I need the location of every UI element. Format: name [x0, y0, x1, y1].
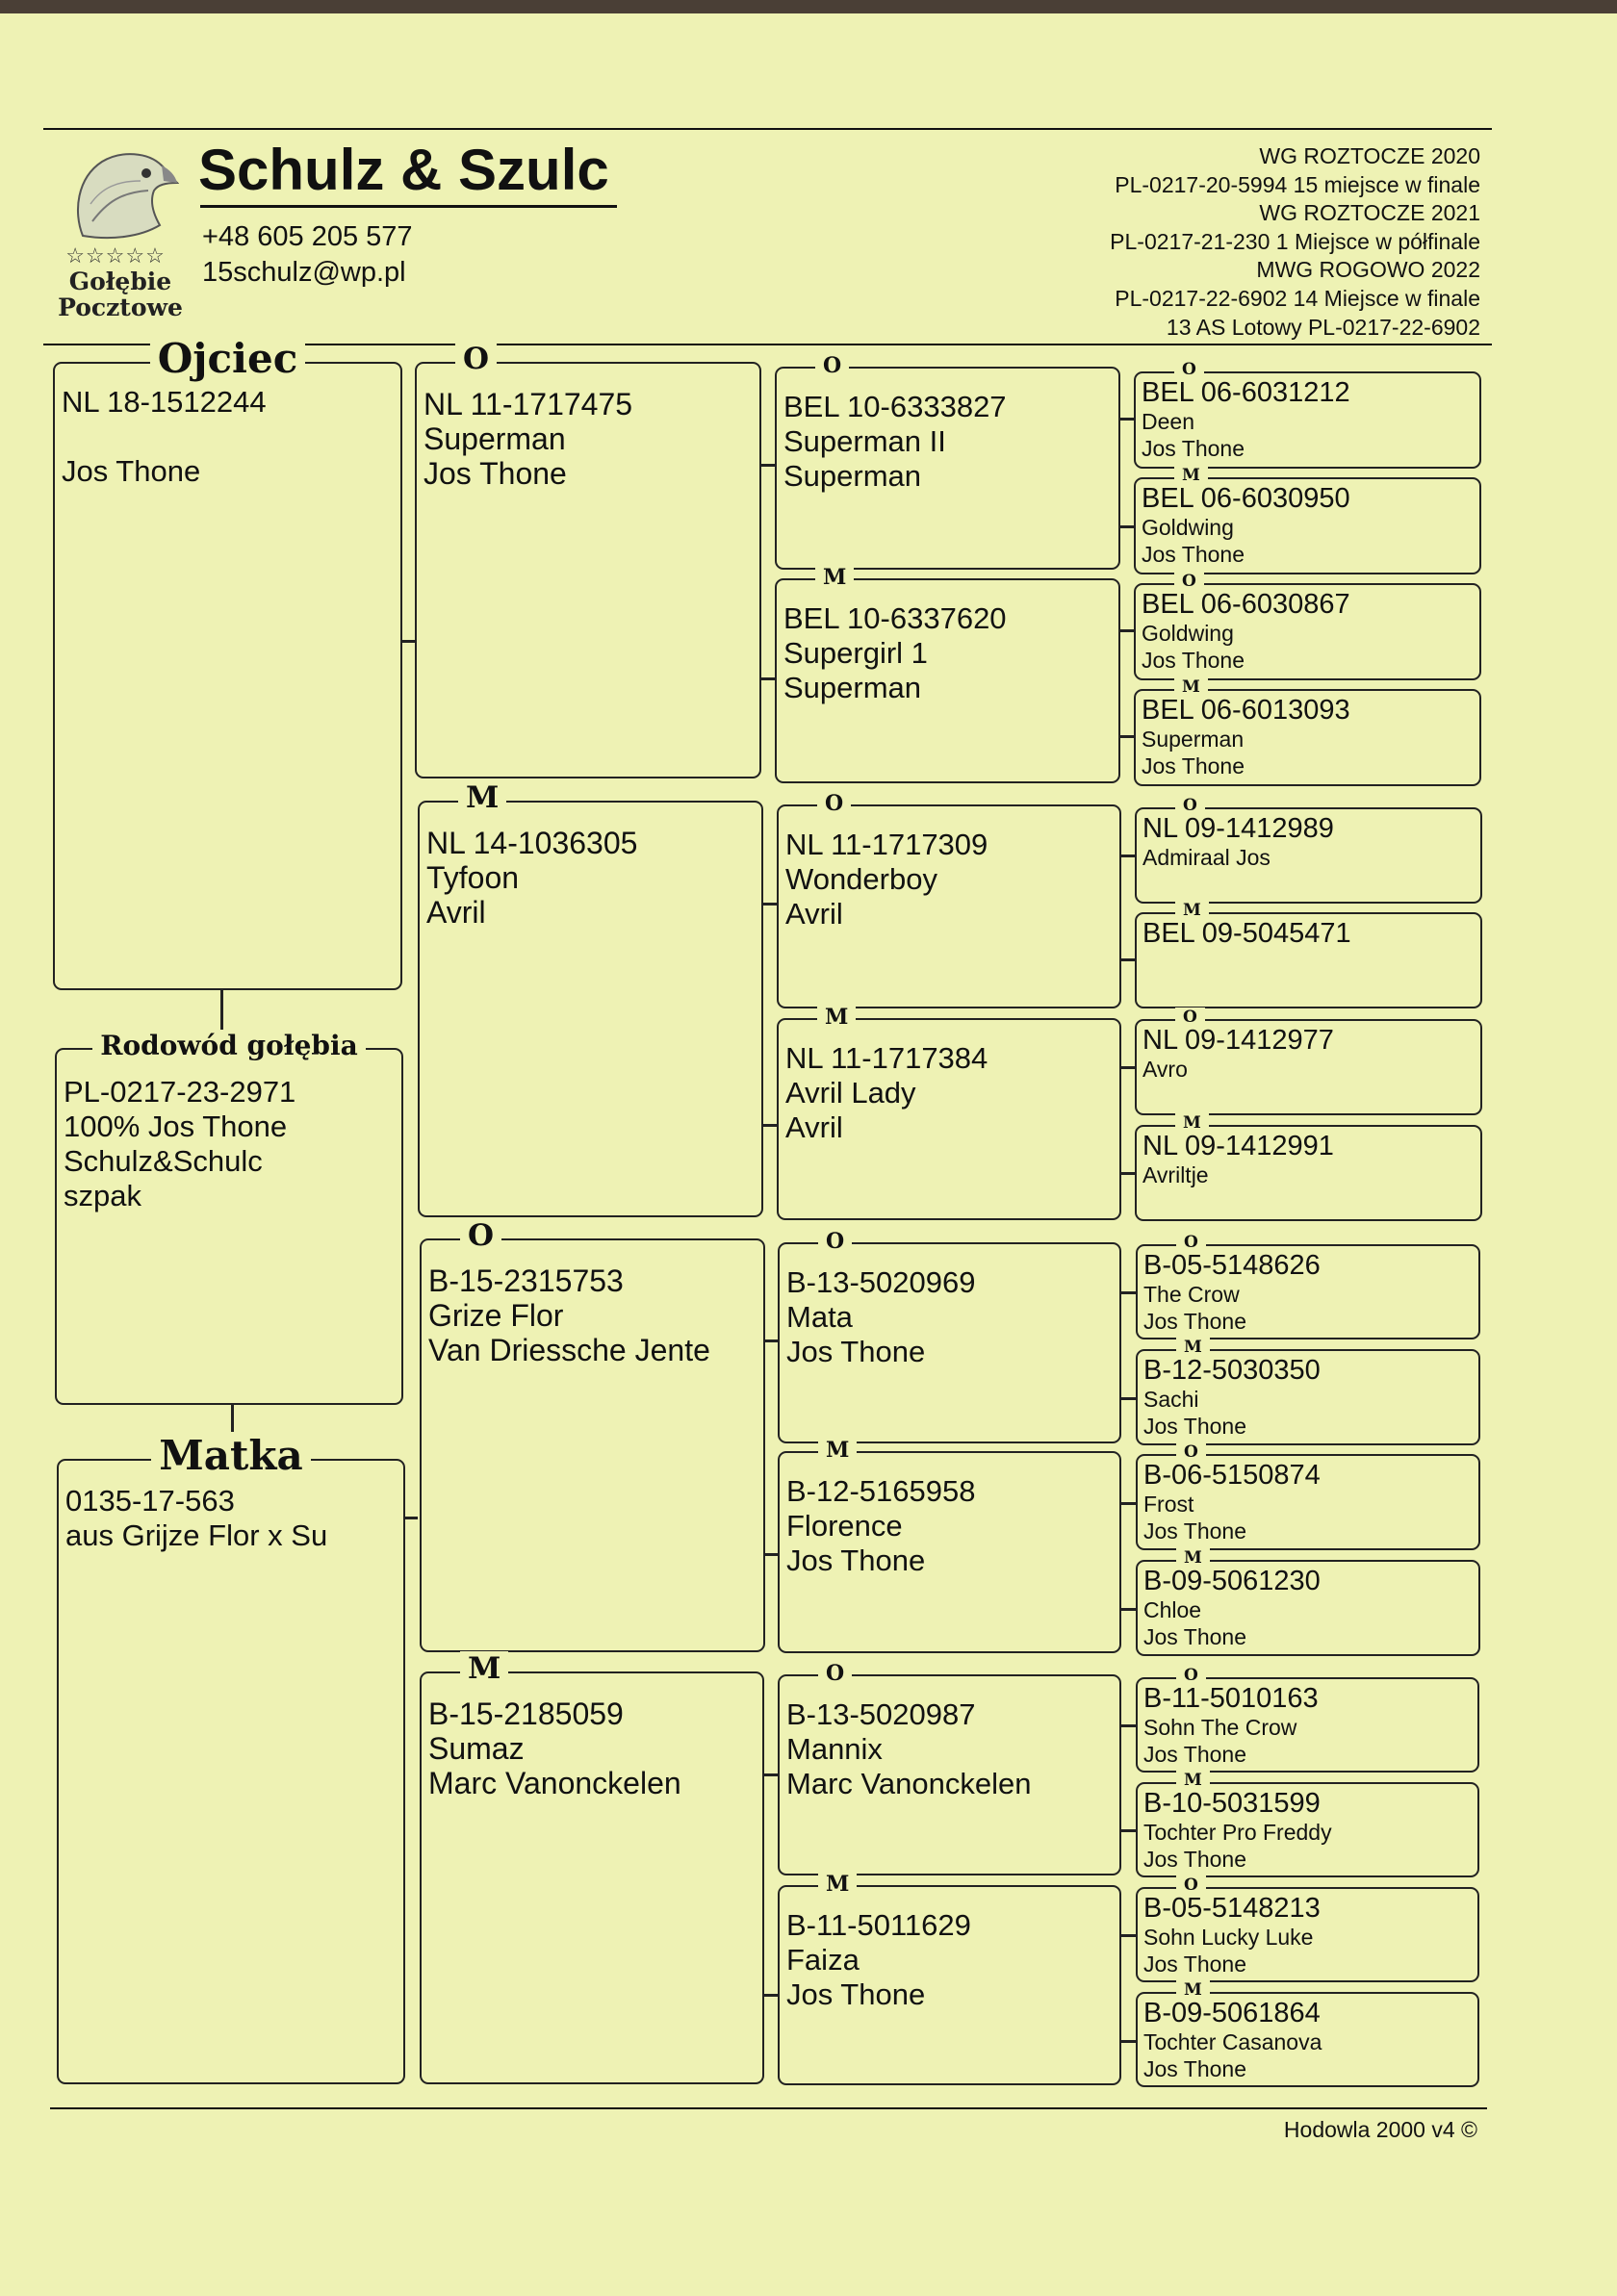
connector [1121, 1934, 1136, 1937]
gen4-box [1134, 572, 1481, 680]
subject-line: 100% Jos Thone [64, 1110, 288, 1143]
gen3-name: Avril Lady [785, 1076, 916, 1110]
gen3-name: Mannix [786, 1732, 883, 1766]
gen4-breeder: Jos Thone [1142, 542, 1245, 567]
gen4-ring: B-09-5061230 [1143, 1567, 1321, 1596]
connector [1121, 2040, 1136, 2043]
gen4-ring: B-10-5031599 [1143, 1789, 1321, 1819]
gen3-name: Superman II [783, 424, 946, 458]
stars-icon: ☆☆☆☆☆ [65, 243, 166, 268]
subject-line: szpak [64, 1179, 141, 1212]
gen4-name: Sachi [1143, 1387, 1199, 1412]
connector [761, 464, 776, 467]
gen3-ring: B-11-5011629 [786, 1908, 971, 1942]
gen4-name: Tochter Pro Freddy [1143, 1820, 1332, 1845]
gen3-ring: B-12-5165958 [786, 1474, 976, 1508]
gen3-label: M [817, 1005, 856, 1030]
gen4-box [1136, 1666, 1479, 1773]
gen4-name: Frost [1143, 1492, 1194, 1517]
gen3-box [775, 565, 1120, 783]
gen3-name: Mata [786, 1300, 853, 1334]
gen4-name: Deen [1142, 409, 1194, 434]
mother-line: aus Grijze Flor x Su [65, 1518, 328, 1552]
gen2-ring: B-15-2185059 [428, 1696, 624, 1731]
gen2-name: Tyfoon [426, 860, 520, 895]
gen2-box [420, 1218, 765, 1652]
gen4-box [1136, 1771, 1479, 1877]
father-ring: NL 18-1512244 [62, 385, 267, 419]
gen4-label: O [1174, 360, 1204, 379]
father-subject-connector [220, 990, 223, 1032]
gen4-label: M [1174, 466, 1208, 485]
gen2-box [415, 342, 761, 778]
gen4-label: O [1174, 572, 1204, 591]
father-breeder: Jos Thone [62, 454, 201, 488]
subject-box [55, 1030, 403, 1405]
gen4-name: Avro [1142, 1057, 1188, 1082]
gen4-box [1135, 796, 1482, 904]
gen4-breeder: Jos Thone [1143, 1847, 1246, 1872]
gen3-label: O [818, 1661, 852, 1686]
gen3-box [777, 1005, 1121, 1220]
gen4-breeder: Jos Thone [1142, 436, 1245, 461]
achievement-line: PL-0217-21-230 1 Miejsce w półfinale [1110, 228, 1480, 254]
gen3-box [777, 791, 1121, 1008]
gen4-ring: BEL 06-6030950 [1142, 484, 1350, 514]
gen2-box [418, 780, 763, 1217]
gen2-breeder: Van Driessche Jente [428, 1333, 710, 1367]
gen3-breeder: Jos Thone [786, 1543, 926, 1577]
gen4-box [1136, 1338, 1480, 1445]
top-rule [43, 128, 1492, 130]
gen2-name: Grize Flor [428, 1298, 564, 1333]
gen4-label: M [1176, 1771, 1210, 1790]
gen4-breeder: Jos Thone [1143, 1518, 1246, 1543]
connector [1121, 1502, 1136, 1505]
connector [1120, 525, 1135, 528]
gen2-label: O [455, 342, 497, 376]
gen3-breeder: Marc Vanonckelen [786, 1767, 1032, 1800]
gen4-label: M [1176, 1338, 1210, 1357]
gen4-label: M [1175, 901, 1209, 920]
footer-text: Hodowla 2000 v4 © [1283, 2117, 1477, 2142]
gen4-ring: NL 09-1412989 [1142, 814, 1334, 844]
logo-text-line2: Pocztowe [58, 293, 183, 321]
gen2-breeder: Marc Vanonckelen [428, 1766, 681, 1800]
gen3-breeder: Avril [785, 1110, 843, 1144]
connector [1121, 1172, 1135, 1175]
gen3-ring: NL 11-1717309 [785, 828, 988, 861]
connector [763, 903, 778, 906]
achievements [1110, 142, 1480, 342]
gen3-breeder: Superman [783, 671, 922, 704]
connector [1121, 958, 1135, 961]
gen4-box [1136, 1442, 1480, 1550]
subject-label: Rodowód gołębia [92, 1030, 366, 1061]
achievement-line: WG ROZTOCZE 2021 [1259, 200, 1480, 226]
pigeon-head-icon [64, 144, 179, 245]
gen4-label: M [1176, 1980, 1210, 2000]
father-label: Ojciec [150, 335, 306, 382]
achievement-line: PL-0217-22-6902 14 Miejsce w finale [1115, 285, 1480, 311]
gen4-box [1135, 1008, 1482, 1115]
mother-box [57, 1432, 405, 2084]
gen4-box [1136, 1233, 1480, 1339]
gen4-label: M [1174, 677, 1208, 697]
gen3-box [778, 1661, 1121, 1875]
gen4-label: O [1176, 1442, 1206, 1462]
gen3-ring: NL 11-1717384 [785, 1041, 988, 1075]
connector [1121, 1066, 1135, 1069]
gen4-ring: B-11-5010163 [1143, 1684, 1319, 1714]
gen4-breeder: Jos Thone [1143, 1414, 1246, 1439]
title-underline [200, 205, 617, 208]
gen3-ring: B-13-5020969 [786, 1265, 976, 1299]
gen3-name: Florence [786, 1509, 903, 1543]
gen2-breeder: Avril [426, 895, 486, 930]
gen3-ring: B-13-5020987 [786, 1697, 976, 1731]
gen4-box [1134, 466, 1481, 574]
gen4-name: Goldwing [1142, 515, 1234, 540]
gen2-breeder: Jos Thone [424, 456, 567, 491]
father-line [62, 420, 397, 454]
connector [1121, 1397, 1136, 1400]
connector [763, 1124, 778, 1127]
gen4-name: Chloe [1143, 1597, 1202, 1622]
gen3-breeder: Jos Thone [786, 1977, 926, 2011]
gen4-breeder: Jos Thone [1143, 1742, 1246, 1767]
gen2-name: Sumaz [428, 1731, 525, 1766]
gen3-name: Supergirl 1 [783, 636, 928, 670]
connector [1121, 855, 1135, 857]
gen4-name: Superman [1142, 727, 1245, 752]
gen4-ring: NL 09-1412991 [1142, 1132, 1334, 1161]
gen4-label: O [1176, 1233, 1206, 1252]
mother-ring: 0135-17-563 [65, 1484, 235, 1518]
gen4-label: O [1175, 796, 1205, 815]
gen3-box [778, 1229, 1121, 1443]
subject-line: Schulz&Schulc [64, 1144, 263, 1178]
gen4-breeder: Jos Thone [1142, 753, 1245, 778]
gen2-label: M [460, 1651, 508, 1686]
gen3-label: M [818, 1872, 857, 1897]
achievement-line: MWG ROGOWO 2022 [1256, 257, 1480, 283]
connector [1120, 418, 1135, 421]
gen4-box [1136, 1980, 1479, 2087]
gen4-name: Avriltje [1142, 1162, 1209, 1187]
gen4-box [1134, 360, 1481, 469]
gen4-ring: B-06-5150874 [1143, 1461, 1321, 1491]
gen4-name: Sohn The Crow [1143, 1715, 1297, 1740]
gen4-ring: BEL 09-5045471 [1142, 919, 1351, 949]
phone-number: +48 605 205 577 [202, 221, 413, 252]
gen4-box [1135, 901, 1482, 1008]
logo [48, 144, 192, 322]
gen3-breeder: Superman [783, 459, 922, 493]
connector [1121, 1608, 1136, 1611]
gen3-label: M [815, 565, 854, 590]
gen4-ring: B-12-5030350 [1143, 1356, 1321, 1386]
achievement-line: 13 AS Lotowy PL-0217-22-6902 [1166, 314, 1480, 340]
gen4-label: O [1176, 1666, 1206, 1685]
gen3-breeder: Avril [785, 897, 843, 931]
gen4-label: O [1176, 1875, 1206, 1895]
achievement-line: PL-0217-20-5994 15 miejsce w finale [1115, 171, 1480, 197]
gen4-ring: B-05-5148213 [1143, 1894, 1321, 1924]
gen4-box [1134, 677, 1481, 786]
mother-label: Matka [151, 1432, 310, 1479]
gen4-name: Admiraal Jos [1142, 845, 1270, 870]
gen2-ring: B-15-2315753 [428, 1263, 624, 1298]
gen3-box [778, 1438, 1121, 1653]
subject-ring: PL-0217-23-2971 [64, 1075, 296, 1109]
gen2-name: Superman [424, 421, 566, 456]
gen4-breeder: Jos Thone [1143, 1624, 1246, 1649]
connector [1121, 1829, 1136, 1832]
gen4-box [1135, 1113, 1482, 1221]
gen3-label: O [817, 791, 851, 816]
connector [402, 640, 416, 643]
gen3-label: O [815, 353, 849, 378]
gen3-name: Faiza [786, 1943, 860, 1977]
connector [405, 1517, 418, 1519]
gen4-breeder: Jos Thone [1143, 1309, 1246, 1334]
gen4-label: M [1175, 1113, 1209, 1133]
connector [1121, 1291, 1136, 1294]
gen4-label: M [1176, 1548, 1210, 1568]
gen4-ring: B-09-5061864 [1143, 1999, 1321, 2028]
connector [1121, 1724, 1136, 1727]
breeder-title: Schulz & Szulc [198, 138, 609, 202]
gen4-ring: NL 09-1412977 [1142, 1026, 1334, 1056]
gen4-box [1136, 1875, 1479, 1982]
gen4-ring: BEL 06-6030867 [1142, 590, 1350, 620]
gen3-box [778, 1872, 1121, 2085]
gen4-breeder: Jos Thone [1143, 2056, 1246, 2081]
gen3-ring: BEL 10-6337620 [783, 601, 1007, 635]
gen4-box [1136, 1548, 1480, 1656]
connector [1120, 629, 1135, 632]
gen4-label: O [1175, 1008, 1205, 1027]
gen4-ring: BEL 06-6013093 [1142, 696, 1350, 726]
bottom-rule [50, 2107, 1487, 2109]
gen2-box [420, 1651, 764, 2084]
gen3-label: M [818, 1438, 857, 1463]
gen3-ring: BEL 10-6333827 [783, 390, 1007, 423]
gen3-name: Wonderboy [785, 862, 937, 896]
father-box [53, 335, 402, 990]
gen4-ring: B-05-5148626 [1143, 1251, 1321, 1281]
gen4-name: The Crow [1143, 1282, 1240, 1307]
gen4-name: Goldwing [1142, 621, 1234, 646]
logo-text-line1: Gołębie [68, 268, 172, 295]
gen2-label: M [458, 780, 506, 815]
gen3-label: O [818, 1229, 852, 1254]
gen4-breeder: Jos Thone [1143, 1952, 1246, 1977]
achievement-line: WG ROZTOCZE 2020 [1259, 143, 1480, 168]
connector [1120, 735, 1135, 738]
gen4-name: Tochter Casanova [1143, 2029, 1322, 2054]
gen2-label: O [460, 1218, 501, 1253]
gen2-ring: NL 11-1717475 [424, 387, 633, 421]
connector [761, 677, 776, 680]
gen4-ring: BEL 06-6031212 [1142, 378, 1350, 408]
gen3-breeder: Jos Thone [786, 1335, 926, 1368]
gen2-ring: NL 14-1036305 [426, 826, 638, 860]
gen3-box [775, 353, 1120, 570]
email-address: 15schulz@wp.pl [202, 257, 406, 288]
gen4-name: Sohn Lucky Luke [1143, 1925, 1314, 1950]
gen4-breeder: Jos Thone [1142, 648, 1245, 673]
